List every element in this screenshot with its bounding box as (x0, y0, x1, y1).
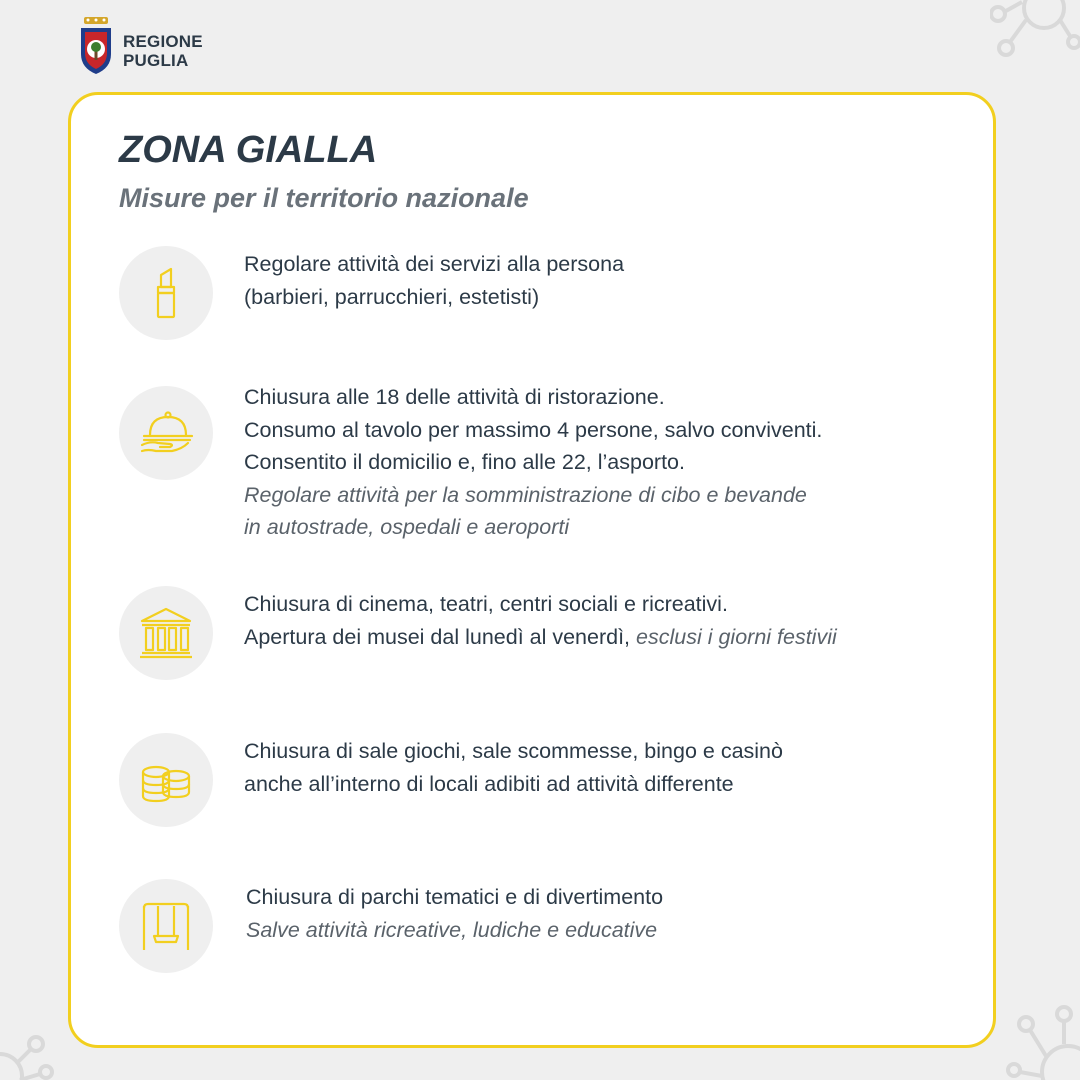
page-title: ZONA GIALLA (119, 129, 378, 171)
lipstick-icon (136, 263, 196, 323)
measure-line: (barbieri, parrucchieri, estetisti) (244, 284, 540, 309)
measure-line: anche all’interno di locali adibiti ad attività differente (244, 771, 734, 796)
icon-circle (119, 879, 213, 973)
measure-text (244, 248, 624, 313)
measure-line: Chiusura alle 18 delle attività di ristorazione. (244, 385, 665, 409)
measures-card (68, 92, 996, 1048)
icon-circle (119, 586, 213, 680)
virus-decoration-icon (0, 1020, 60, 1080)
logo-line-2: PUGLIA (123, 51, 189, 70)
casino-chips-icon (136, 750, 196, 810)
measure-line: Consumo al tavolo per massimo 4 persone, salvo conviventi. (244, 417, 823, 442)
measure-line: Chiusura di sale giochi, sale scommesse, bingo e casinò (244, 739, 783, 763)
logo-line-1: REGIONE (123, 32, 203, 51)
measure-text (244, 588, 837, 653)
logo-text (123, 32, 203, 70)
measure-note-line: Regolare attività per la somministrazione di cibo e bevande (244, 482, 807, 507)
virus-decoration-icon (990, 0, 1080, 60)
cloche-icon (136, 403, 196, 463)
measure-text (244, 381, 822, 544)
icon-circle (119, 386, 213, 480)
measure-note-line: in autostrade, ospedali e aeroporti (244, 515, 570, 539)
measure-note-line: Salve attività ricreative, ludiche e educative (246, 917, 658, 942)
measure-line: Chiusura di parchi tematici e di divertimento (246, 885, 664, 909)
measure-line: Chiusura di cinema, teatri, centri sociali e ricreativi. (244, 592, 728, 616)
virus-decoration-icon (1000, 1000, 1080, 1080)
measure-line: Apertura dei musei dal lunedì al venerdì, (244, 624, 631, 649)
icon-circle (119, 733, 213, 827)
icon-circle (119, 246, 213, 340)
measure-line: Regolare attività dei servizi alla persona (244, 252, 625, 276)
regione-puglia-emblem-icon (78, 16, 114, 76)
swing-icon (136, 896, 196, 956)
measure-text (246, 881, 663, 946)
measure-note-inline: esclusi i giorni festivii (636, 624, 837, 649)
measure-text (244, 735, 783, 800)
regione-puglia-logo (78, 16, 203, 76)
measure-line: Consentito il domicilio e, fino alle 22, l’asporto. (244, 450, 685, 474)
museum-icon (136, 603, 196, 663)
page-subtitle: Misure per il territorio nazionale (119, 183, 529, 213)
